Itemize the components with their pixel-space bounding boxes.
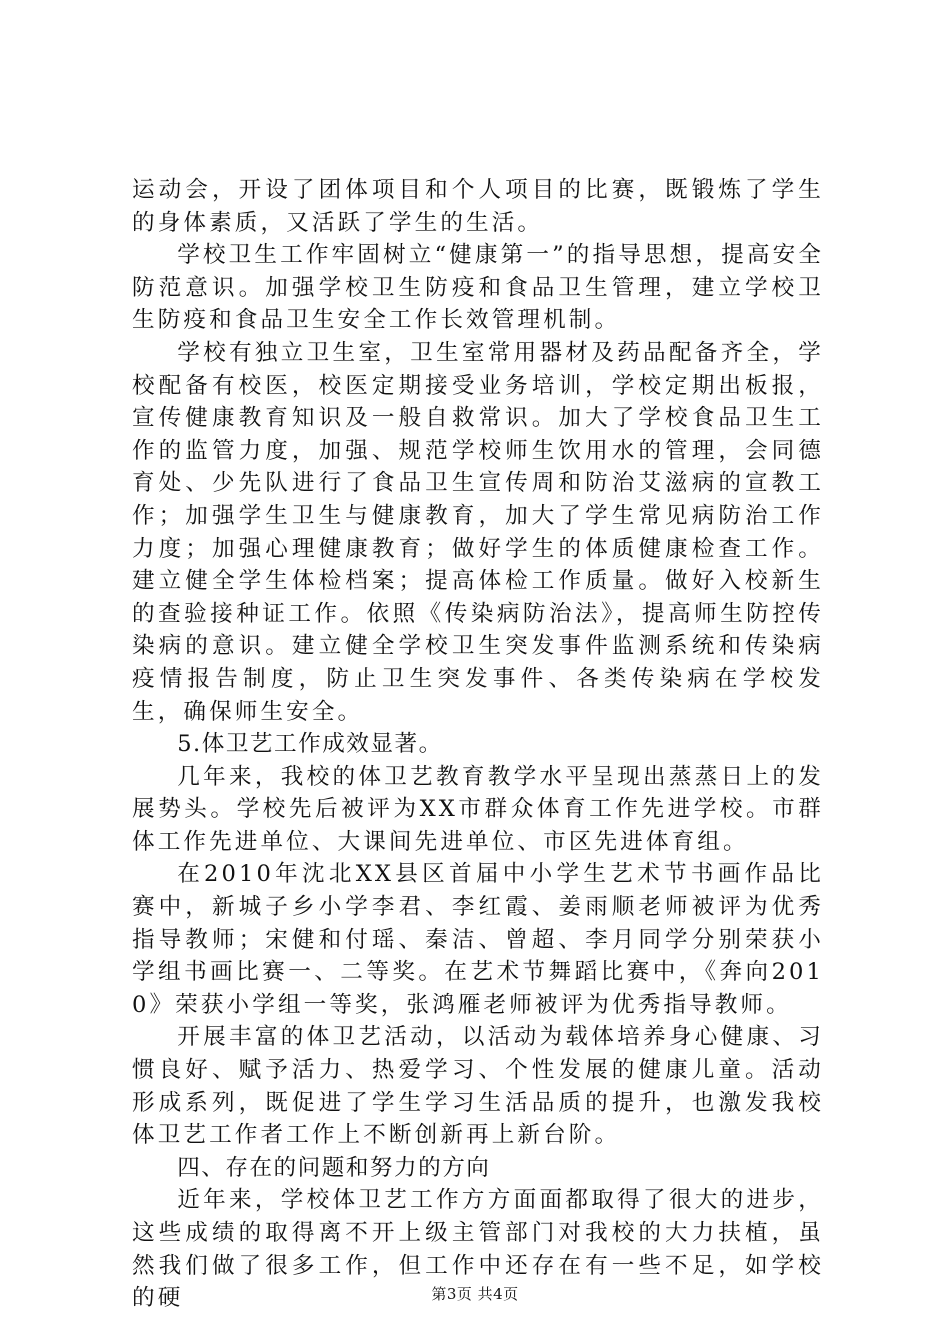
section-heading-results: 5.体卫艺工作成效显著。 [177, 731, 443, 758]
page-footer: 第3页 共4页 [431, 1285, 519, 1303]
paragraph-continuation: 运动会，开设了团体项目和个人项目的比赛，既锻炼了学生的身体素质，又活跃了学生的生活。 [132, 177, 824, 236]
paragraph-art-festival: 在2010年沈北XX县区首届中小学生艺术节书画作品比赛中，新城子乡小学李君、李红霞、姜雨顺老师被评为优秀指导教师；宋健和付瑶、秦洁、曾超、李月同学分别荣获小学组书画比赛一、二等奖。在艺术节舞蹈比赛中，《奔向2010》荣获小学组一等奖，张鸿雁老师被评为优秀指导教师。 [132, 861, 824, 1018]
section-heading-problems: 四、存在的问题和努力的方向 [177, 1154, 491, 1181]
paragraph-activities: 开展丰富的体卫艺活动，以活动为载体培养身心健康、习惯良好、赋予活力、热爱学习、个性发展的健康儿童。活动形成系列，既促进了学生学习生活品质的提升，也激发我校体卫艺工作者工作上不断创新再上新台阶。 [132, 1024, 824, 1149]
document-body [132, 174, 824, 1315]
paragraph-clinic: 学校有独立卫生室，卫生室常用器材及药品配备齐全，学校配备有校医，校医定期接受业务培训，学校定期出板报，宣传健康教育知识及一般自救常识。加大了学校食品卫生工作的监管力度，加强、规范学校师生饮用水的管理，会同德育处、少先队进行了食品卫生宣传周和防治艾滋病的宣教工作；加强学生卫生与健康教育，加大了学生常见病防治工作力度；加强心理健康教育；做好学生的体质健康检查工作。建立健全学生体检档案；提高体检工作质量。做好入校新生的查验接种证工作。依照《传染病防治法》，提高师生防控传染病的意识。建立健全学校卫生突发事件监测系统和传染病疫情报告制度，防止卫生突发事件、各类传染病在学校发生，确保师生安全。 [132, 339, 824, 725]
paragraph-progress: 近年来，学校体卫艺工作方方面面都取得了很大的进步，这些成绩的取得离不开上级主管部门对我校的大力扶植，虽然我们做了很多工作，但工作中还存在有一些不足，如学校的硬 [132, 1187, 824, 1312]
paragraph-health-first: 学校卫生工作牢固树立“健康第一”的指导思想，提高安全防范意识。加强学校卫生防疫和食品卫生管理，建立学校卫生防疫和食品卫生安全工作长效管理机制。 [132, 242, 824, 334]
paragraph-achievements: 几年来，我校的体卫艺教育教学水平呈现出蒸蒸日上的发展势头。学校先后被评为XX市群众体育工作先进学校。市群体工作先进单位、大课间先进单位、市区先进体育组。 [132, 763, 824, 855]
